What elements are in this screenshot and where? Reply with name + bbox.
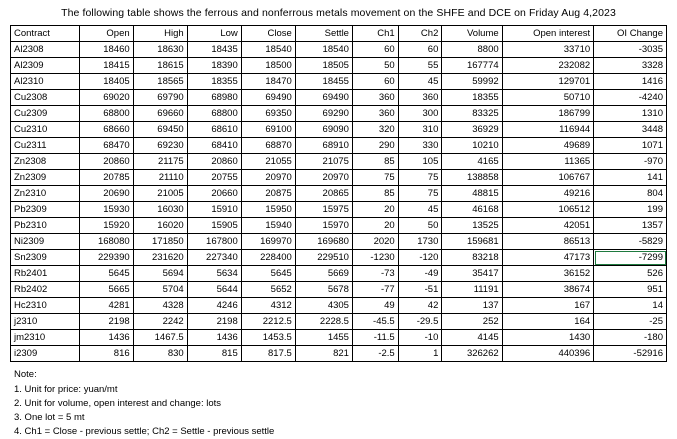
cell-value: 171850 — [133, 234, 187, 250]
cell-value: 60 — [352, 74, 398, 90]
cell-value: 69490 — [241, 90, 295, 106]
cell-value: 116944 — [502, 122, 593, 138]
cell-value: -11.5 — [352, 330, 398, 346]
cell-value: 50 — [398, 218, 442, 234]
cell-value: -2.5 — [352, 346, 398, 362]
cell-value: 68870 — [241, 138, 295, 154]
cell-value: 16030 — [133, 202, 187, 218]
cell-contract: Pb2310 — [11, 218, 80, 234]
table-row — [11, 170, 667, 186]
cell-value: 35417 — [442, 266, 502, 282]
cell-value: 60 — [352, 42, 398, 58]
cell-value: 15940 — [241, 218, 295, 234]
cell-contract: jm2310 — [11, 330, 80, 346]
cell-value: 1416 — [594, 74, 667, 90]
cell-value: 5704 — [133, 282, 187, 298]
cell-value: -970 — [594, 154, 667, 170]
cell-value: 20690 — [79, 186, 133, 202]
cell-value: 68410 — [187, 138, 241, 154]
cell-value: 50 — [352, 58, 398, 74]
cell-value: 232082 — [502, 58, 593, 74]
cell-value: 85 — [352, 154, 398, 170]
column-header-close: Close — [241, 26, 295, 42]
cell-value: 18505 — [295, 58, 352, 74]
cell-value: 310 — [398, 122, 442, 138]
cell-value: 5665 — [79, 282, 133, 298]
cell-value: 68800 — [187, 106, 241, 122]
cell-contract: Zn2309 — [11, 170, 80, 186]
cell-value: 55 — [398, 58, 442, 74]
note-line-3: 3. One lot = 5 mt — [14, 412, 85, 423]
cell-value: 21055 — [241, 154, 295, 170]
cell-value: 4145 — [442, 330, 502, 346]
cell-value: 526 — [594, 266, 667, 282]
cell-value: 816 — [79, 346, 133, 362]
cell-value: 15950 — [241, 202, 295, 218]
cell-value: 168080 — [79, 234, 133, 250]
cell-value: 20970 — [295, 170, 352, 186]
cell-contract: Cu2308 — [11, 90, 80, 106]
cell-value: 18565 — [133, 74, 187, 90]
cell-value: 33710 — [502, 42, 593, 58]
cell-value: 5694 — [133, 266, 187, 282]
cell-contract: Zn2310 — [11, 186, 80, 202]
cell-value: 48815 — [442, 186, 502, 202]
cell-value: 817.5 — [241, 346, 295, 362]
cell-value: 69290 — [295, 106, 352, 122]
cell-value: 20 — [352, 218, 398, 234]
cell-value: 69490 — [295, 90, 352, 106]
cell-value: 4281 — [79, 298, 133, 314]
cell-contract: Zn2308 — [11, 154, 80, 170]
cell-value: 4328 — [133, 298, 187, 314]
cell-value: 42051 — [502, 218, 593, 234]
cell-value: 18435 — [187, 42, 241, 58]
table-row — [11, 346, 667, 362]
cell-value: 20970 — [241, 170, 295, 186]
cell-value: 360 — [352, 90, 398, 106]
cell-value: 4305 — [295, 298, 352, 314]
table-row — [11, 106, 667, 122]
cell-value: 46168 — [442, 202, 502, 218]
page-title: The following table shows the ferrous and nonferrous metals movement on the SHFE and DCE on Friday Aug 4,2023 — [61, 7, 616, 19]
cell-value: 45 — [398, 74, 442, 90]
cell-value: 252 — [442, 314, 502, 330]
note-line-4: 4. Ch1 = Close - previous settle; Ch2 = Settle - previous settle — [14, 426, 275, 437]
cell-value: 18470 — [241, 74, 295, 90]
table-row — [11, 266, 667, 282]
cell-value: 137 — [442, 298, 502, 314]
cell-value: 36152 — [502, 266, 593, 282]
cell-contract: Hc2310 — [11, 298, 80, 314]
notes-section — [14, 368, 677, 439]
cell-value: 20860 — [187, 154, 241, 170]
cell-value: 1071 — [594, 138, 667, 154]
cell-value: 3328 — [594, 58, 667, 74]
cell-contract: Al2309 — [11, 58, 80, 74]
cell-value: 21075 — [295, 154, 352, 170]
cell-value: 5645 — [79, 266, 133, 282]
cell-value: 4165 — [442, 154, 502, 170]
cell-value: 1310 — [594, 106, 667, 122]
cell-contract: Al2308 — [11, 42, 80, 58]
cell-value: 167774 — [442, 58, 502, 74]
cell-value: 3448 — [594, 122, 667, 138]
cell-value: 1730 — [398, 234, 442, 250]
cell-value: 141 — [594, 170, 667, 186]
cell-value: 320 — [352, 122, 398, 138]
table-row — [11, 58, 667, 74]
cell-value: 129701 — [502, 74, 593, 90]
cell-value: 68470 — [79, 138, 133, 154]
table-row — [11, 122, 667, 138]
cell-value: -73 — [352, 266, 398, 282]
cell-value: -5829 — [594, 234, 667, 250]
cell-value: 18405 — [79, 74, 133, 90]
cell-value: 5652 — [241, 282, 295, 298]
cell-value: 440396 — [502, 346, 593, 362]
cell-value: 2198 — [79, 314, 133, 330]
cell-value: 2242 — [133, 314, 187, 330]
cell-value: 75 — [398, 186, 442, 202]
table-row — [11, 90, 667, 106]
table-row — [11, 154, 667, 170]
cell-value: 18455 — [295, 74, 352, 90]
table-row — [11, 234, 667, 250]
cell-value: -52916 — [594, 346, 667, 362]
cell-value: 830 — [133, 346, 187, 362]
cell-value: 2228.5 — [295, 314, 352, 330]
column-header-open-interest: Open interest — [502, 26, 593, 42]
cell-value: 21005 — [133, 186, 187, 202]
cell-value: -10 — [398, 330, 442, 346]
cell-value: 10210 — [442, 138, 502, 154]
cell-value: 49689 — [502, 138, 593, 154]
cell-value: 4312 — [241, 298, 295, 314]
table-row — [11, 218, 667, 234]
cell-value: 1455 — [295, 330, 352, 346]
cell-value: 169680 — [295, 234, 352, 250]
cell-value: 1 — [398, 346, 442, 362]
cell-value: 45 — [398, 202, 442, 218]
cell-value: 186799 — [502, 106, 593, 122]
column-header-volume: Volume — [442, 26, 502, 42]
column-header-ch1: Ch1 — [352, 26, 398, 42]
cell-value: 18630 — [133, 42, 187, 58]
cell-value: -1230 — [352, 250, 398, 266]
cell-value: 105 — [398, 154, 442, 170]
cell-value: 15930 — [79, 202, 133, 218]
column-header-contract: Contract — [11, 26, 80, 42]
cell-value: 59992 — [442, 74, 502, 90]
cell-value: 16020 — [133, 218, 187, 234]
cell-value: 18355 — [187, 74, 241, 90]
cell-value: 15970 — [295, 218, 352, 234]
cell-value: 50710 — [502, 90, 593, 106]
cell-value: 20860 — [79, 154, 133, 170]
cell-value: 11365 — [502, 154, 593, 170]
cell-value: 167800 — [187, 234, 241, 250]
cell-value: -45.5 — [352, 314, 398, 330]
cell-value: 15975 — [295, 202, 352, 218]
cell-value: 5645 — [241, 266, 295, 282]
cell-value: -49 — [398, 266, 442, 282]
cell-contract: i2309 — [11, 346, 80, 362]
cell-value: 20 — [352, 202, 398, 218]
cell-value: 68610 — [187, 122, 241, 138]
cell-value: 36929 — [442, 122, 502, 138]
cell-contract: Al2310 — [11, 74, 80, 90]
cell-value: 231620 — [133, 250, 187, 266]
cell-value: 5634 — [187, 266, 241, 282]
cell-value: 69790 — [133, 90, 187, 106]
cell-value: 1357 — [594, 218, 667, 234]
table-header-row — [11, 26, 667, 42]
cell-value: 68660 — [79, 122, 133, 138]
cell-value: 20755 — [187, 170, 241, 186]
cell-value: 20660 — [187, 186, 241, 202]
cell-value: 229390 — [79, 250, 133, 266]
cell-value: 13525 — [442, 218, 502, 234]
cell-value: -120 — [398, 250, 442, 266]
cell-value: 815 — [187, 346, 241, 362]
cell-value: -3035 — [594, 42, 667, 58]
cell-value: 1436 — [79, 330, 133, 346]
table-row — [11, 282, 667, 298]
cell-value: 49216 — [502, 186, 593, 202]
cell-value: -25 — [594, 314, 667, 330]
cell-contract: Cu2311 — [11, 138, 80, 154]
cell-value: -4240 — [594, 90, 667, 106]
column-header-high: High — [133, 26, 187, 42]
cell-value: 159681 — [442, 234, 502, 250]
cell-value: 20785 — [79, 170, 133, 186]
cell-value: 11191 — [442, 282, 502, 298]
cell-value: 5644 — [187, 282, 241, 298]
cell-value: 18390 — [187, 58, 241, 74]
cell-contract: j2310 — [11, 314, 80, 330]
column-header-low: Low — [187, 26, 241, 42]
cell-value: 18460 — [79, 42, 133, 58]
cell-contract: Rb2402 — [11, 282, 80, 298]
cell-value: 21110 — [133, 170, 187, 186]
table-body — [11, 42, 667, 362]
cell-value: 49 — [352, 298, 398, 314]
cell-value: 20865 — [295, 186, 352, 202]
cell-value: -180 — [594, 330, 667, 346]
cell-value: 1430 — [502, 330, 593, 346]
cell-value: 15910 — [187, 202, 241, 218]
table-row — [11, 250, 667, 266]
cell-value: 2020 — [352, 234, 398, 250]
cell-value: 75 — [398, 170, 442, 186]
cell-value: 69350 — [241, 106, 295, 122]
cell-value: 83325 — [442, 106, 502, 122]
cell-value: 18355 — [442, 90, 502, 106]
cell-value: 300 — [398, 106, 442, 122]
cell-value: 69020 — [79, 90, 133, 106]
cell-value: 68800 — [79, 106, 133, 122]
cell-value: 5678 — [295, 282, 352, 298]
cell-value: -29.5 — [398, 314, 442, 330]
cell-contract: Sn2309 — [11, 250, 80, 266]
highlighted-cell: -7299 — [594, 250, 667, 266]
cell-value: 164 — [502, 314, 593, 330]
column-header-oi-change: OI Change — [594, 26, 667, 42]
cell-value: 290 — [352, 138, 398, 154]
cell-value: 14 — [594, 298, 667, 314]
cell-value: 18415 — [79, 58, 133, 74]
cell-value: 360 — [398, 90, 442, 106]
table-row — [11, 138, 667, 154]
cell-value: 47173 — [502, 250, 593, 266]
cell-value: 360 — [352, 106, 398, 122]
cell-contract: Rb2401 — [11, 266, 80, 282]
cell-value: 18500 — [241, 58, 295, 74]
cell-value: 229510 — [295, 250, 352, 266]
column-header-ch2: Ch2 — [398, 26, 442, 42]
cell-value: 83218 — [442, 250, 502, 266]
cell-value: 60 — [398, 42, 442, 58]
cell-value: 951 — [594, 282, 667, 298]
cell-value: 69090 — [295, 122, 352, 138]
cell-value: 42 — [398, 298, 442, 314]
note-line-1: 1. Unit for price: yuan/mt — [14, 384, 118, 395]
cell-value: 15920 — [79, 218, 133, 234]
cell-value: 1453.5 — [241, 330, 295, 346]
cell-value: 138858 — [442, 170, 502, 186]
cell-contract: Pb2309 — [11, 202, 80, 218]
cell-value: 68910 — [295, 138, 352, 154]
cell-value: 86513 — [502, 234, 593, 250]
cell-value: 804 — [594, 186, 667, 202]
cell-value: 326262 — [442, 346, 502, 362]
cell-value: 38674 — [502, 282, 593, 298]
table-row — [11, 330, 667, 346]
cell-value: 2198 — [187, 314, 241, 330]
cell-value: 4246 — [187, 298, 241, 314]
metals-movement-table — [10, 25, 667, 362]
note-line-2: 2. Unit for volume, open interest and change: lots — [14, 398, 222, 409]
cell-value: 330 — [398, 138, 442, 154]
table-row — [11, 298, 667, 314]
table-row — [11, 314, 667, 330]
cell-value: -77 — [352, 282, 398, 298]
cell-value: 169970 — [241, 234, 295, 250]
cell-value: 18615 — [133, 58, 187, 74]
cell-value: 69230 — [133, 138, 187, 154]
cell-value: 167 — [502, 298, 593, 314]
cell-value: 18540 — [241, 42, 295, 58]
cell-contract: Ni2309 — [11, 234, 80, 250]
cell-value: -51 — [398, 282, 442, 298]
cell-value: 821 — [295, 346, 352, 362]
cell-value: 21175 — [133, 154, 187, 170]
column-header-open: Open — [79, 26, 133, 42]
notes-heading: Note: — [14, 369, 37, 380]
cell-value: 106767 — [502, 170, 593, 186]
cell-value: 106512 — [502, 202, 593, 218]
cell-contract: Cu2309 — [11, 106, 80, 122]
cell-value: 5669 — [295, 266, 352, 282]
cell-value: 18540 — [295, 42, 352, 58]
cell-value: 227340 — [187, 250, 241, 266]
table-row — [11, 42, 667, 58]
cell-value: 228400 — [241, 250, 295, 266]
cell-value: 68980 — [187, 90, 241, 106]
cell-value: 20875 — [241, 186, 295, 202]
cell-contract: Cu2310 — [11, 122, 80, 138]
cell-value: 1436 — [187, 330, 241, 346]
cell-value: 85 — [352, 186, 398, 202]
cell-value: 15905 — [187, 218, 241, 234]
cell-value: 69450 — [133, 122, 187, 138]
table-row — [11, 74, 667, 90]
table-row — [11, 186, 667, 202]
cell-value: 199 — [594, 202, 667, 218]
cell-value: 2212.5 — [241, 314, 295, 330]
cell-value: 1467.5 — [133, 330, 187, 346]
cell-value: 69100 — [241, 122, 295, 138]
table-row — [11, 202, 667, 218]
cell-value: 75 — [352, 170, 398, 186]
column-header-settle: Settle — [295, 26, 352, 42]
cell-value: 69660 — [133, 106, 187, 122]
cell-value: 8800 — [442, 42, 502, 58]
